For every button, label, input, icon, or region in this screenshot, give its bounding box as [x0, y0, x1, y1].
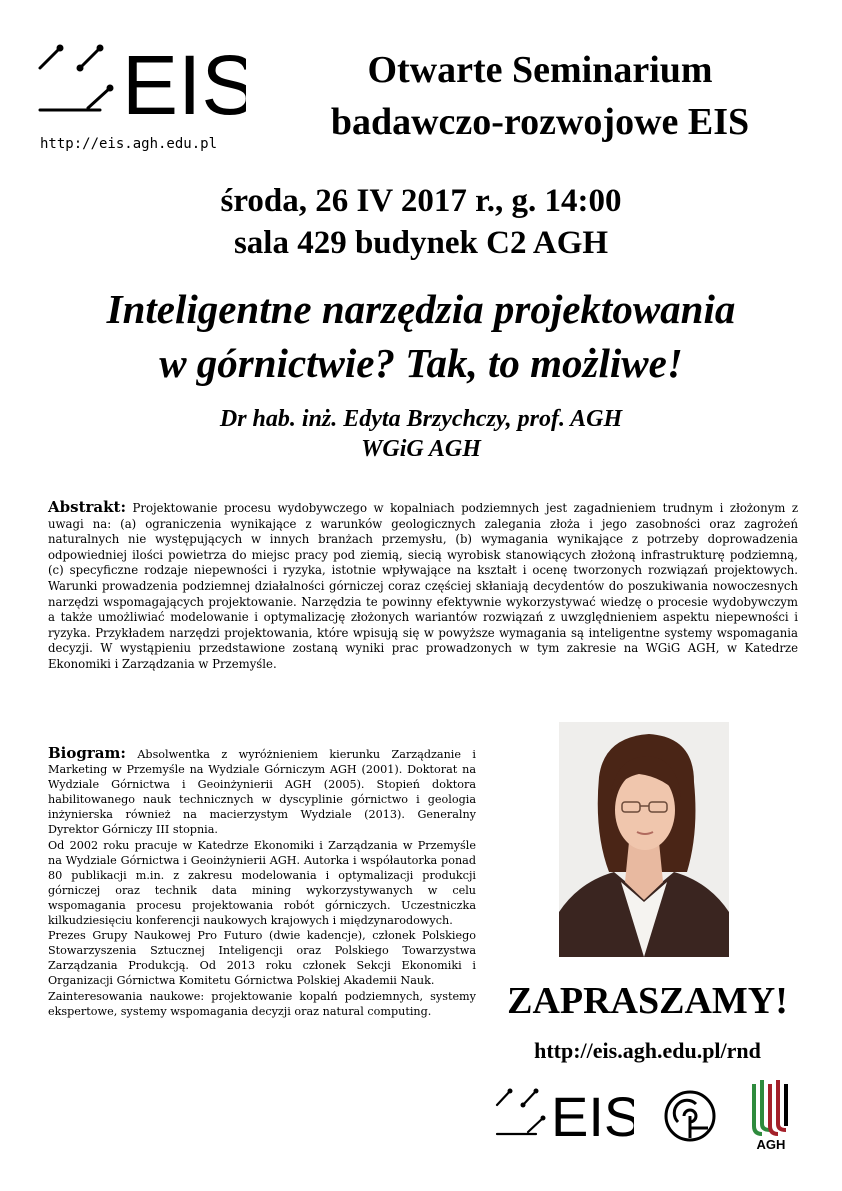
biogram-paragraph-3: Prezes Grupy Naukowej Pro Futuro (dwie kadencje), członek Polskiego Stowarzyszenia Sztucznej Inteligencji oraz Polskiego Towarzystwa Zarządzania Produkcją. Od 2013 roku członek Sekcji Ekonomiki i Organizacji Górnictwa Komitetu Górnictwa Polskiej Akademii Nauk.	[48, 929, 476, 988]
talk-title-line2: w górnictwie? Tak, to możliwe!	[159, 340, 683, 386]
biogram-section	[48, 746, 476, 1019]
speaker-photo	[559, 722, 729, 957]
biogram-label: Biogram:	[48, 744, 126, 762]
speaker-name: Dr hab. inż. Edyta Brzychczy, prof. AGH	[219, 406, 623, 432]
seminar-title	[290, 44, 790, 148]
event-location: sala 429 budynek C2 AGH	[233, 225, 609, 261]
eis-logo-text: EIS	[122, 40, 246, 120]
biogram-paragraph-2: Od 2002 roku pracuje w Katedrze Ekonomiki i Zarządzania w Przemyśle na Wydziale Górnictwa i Geoinżynierii AGH. Autorka i współautorka ponad 80 publikacji m.in. z zakresu modelowania i optymalizacji produkcji górniczej oraz technik data mining wykorzystywanych w celu wspomagania procesu projektowania robót górniczych. Uczestniczka kilkudziesięciu konferencji naukowych krajowych i międzynarodowych.	[48, 838, 476, 928]
invite-text: ZAPRASZAMY!	[507, 980, 788, 1022]
speaker-info	[0, 404, 842, 464]
seminar-title-line2: badawczo-rozwojowe EIS	[330, 101, 750, 143]
agh-logo-text: AGH	[756, 1137, 786, 1152]
biogram-paragraph-4: Zainteresowania naukowe: projektowanie kopalń podziemnych, systemy ekspertowe, systemy wspomagania decyzji oraz natural computing.	[48, 989, 476, 1018]
abstract-label: Abstrakt:	[48, 498, 126, 516]
biogram-paragraph-1: Absolwentka z wyróżnieniem kierunku Zarządzanie i Marketing w Przemyśle na Wydziale Górniczym AGH (2001). Doktorat na Wydziale Górnictwa i Geoinżynierii AGH (2005). Stopień doktora habilitowanego nauk technicznych w dyscyplinie górnictwo i geologia inżynierska również na macierzystym Wydziale (2013). Generalny Dyrektor Górniczy III stopnia.	[48, 748, 476, 837]
talk-title	[0, 282, 842, 390]
seal-logo-icon	[662, 1088, 718, 1144]
footer-url[interactable]: http://eis.agh.edu.pl/rnd	[534, 1038, 761, 1063]
footer-eis-logo-text: EIS	[551, 1086, 634, 1140]
event-info	[0, 180, 842, 264]
abstract-text: Projektowanie procesu wydobywczego w kopalniach podziemnych jest zagadnieniem trudnym i złożonym z uwagi na: (a) ograniczenia wynikające z warunków geologicznych zalegania złoża i jego zasobności oraz zagrożeń naturalnych nie występujących w innych branżach przemysłu, (b) wymagania wynikające z potrzeby doprowadzenia odpowiedniej ilości powietrza do miejsc pracy pod ziemią, siecią wyrobisk stanowiących złożoną infrastrukturę podziemną, (c) specyficzne rodzaje niepewności i ryzyka, istotnie wpływające na kształt i ocenę tworzonych rozwiązań projektowych. Warunki prowadzenia podziemnej działalności górniczej coraz częściej skłaniają decydentów do poszukiwania nowoczesnych narzędzi wspomagających projektowanie. Narzędzia te powinny efektywnie wykorzystywać wiedzę o procesie wydobywczym a także umożliwiać modelowanie i optymalizację złożonych wariantów rozwiązań z uwzględnieniem aspektu niepewności i ryzyka. Przykładem narzędzi projektowania, które wpisują się w powyższe wymagania są inteligentne systemy wspomagania decyzji. W wystąpieniu przedstawione zostaną wyniki prac prowadzonych w tym zakresie na WGiG AGH, w Katedrze Ekonomiki i Zarządzania w Przemyśle.	[48, 501, 798, 671]
header-url[interactable]: http://eis.agh.edu.pl	[40, 136, 218, 152]
agh-logo	[750, 1076, 792, 1152]
footer-eis-logo	[494, 1086, 634, 1140]
talk-title-line1: Inteligentne narzędzia projektowania	[106, 286, 736, 332]
speaker-affiliation: WGiG AGH	[361, 436, 481, 462]
abstract-section	[48, 500, 798, 673]
eis-logo	[36, 40, 246, 120]
event-datetime: środa, 26 IV 2017 r., g. 14:00	[220, 183, 622, 219]
seminar-title-line1: Otwarte Seminarium	[367, 49, 713, 91]
